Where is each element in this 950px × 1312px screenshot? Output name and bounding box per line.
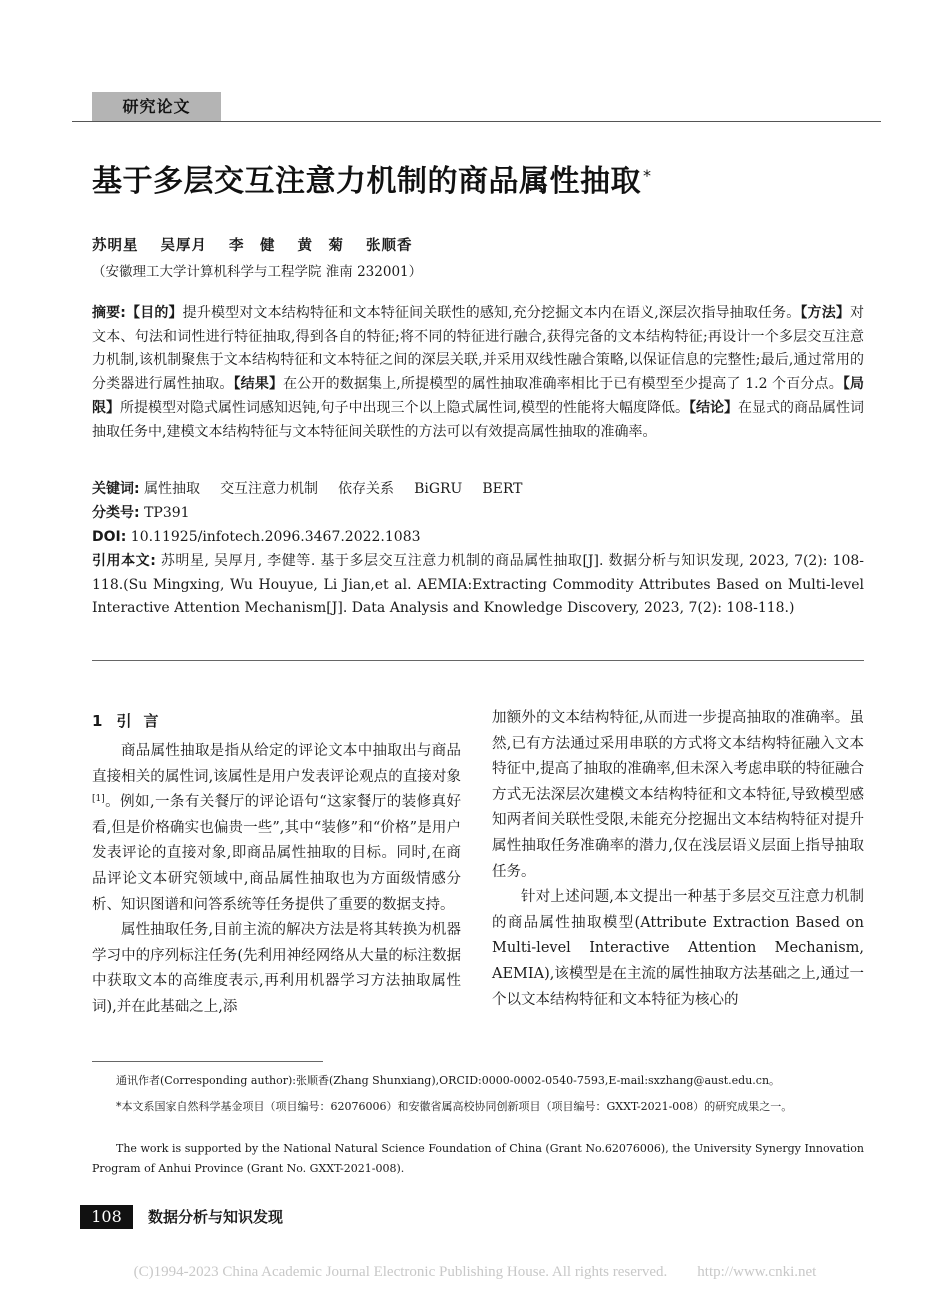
- abstract-tag-limitation: 【局限】: [92, 376, 865, 416]
- body-column-right: [492, 706, 864, 1013]
- footnote-divider: [92, 1061, 323, 1062]
- keyword: BiGRU: [414, 481, 463, 497]
- section-title: 引言: [116, 712, 171, 730]
- classification: [92, 502, 864, 526]
- body-column-left: [92, 706, 461, 1021]
- keyword: BERT: [482, 481, 523, 497]
- title-footnote-mark: *: [643, 166, 652, 185]
- author: 黄 菊: [297, 238, 344, 254]
- author-list: [92, 236, 435, 256]
- abstract-text-conclusion: 在显式的商品属性词抽取任务中,建模文本结构特征与文本特征间关联性的方法可以有效提高属性抽取的准确率。: [92, 399, 865, 440]
- paper-title: [92, 160, 882, 204]
- body-paragraph: 针对上述问题,本文提出一种基于多层交互注意力机制的商品属性抽取模型(Attribute Extraction Based on Multi-level Interactive Attention Mechanism, AEMIA),该模型是在主流的属性抽取方法基础之上,通过一个以文本结构特征和文本特征为核心的: [492, 889, 864, 1008]
- keyword: 属性抽取: [144, 481, 201, 497]
- section-heading: [92, 706, 461, 736]
- paper-title-text: 基于多层交互注意力机制的商品属性抽取: [92, 164, 641, 199]
- abstract-tag-result: 【结果】: [233, 376, 284, 393]
- keyword: 交互注意力机制: [220, 481, 319, 497]
- copyright-watermark: (C)1994-2023 China Academic Journal Electronic Publishing House. All rights reserved. http://www.cnki.net: [133, 1264, 817, 1280]
- abstract-text-result: 在公开的数据集上,所提模型的属性抽取准确率相比于已有模型至少提高了 1.2 个百分点。: [283, 376, 843, 393]
- footnote-funding-en: The work is supported by the National Natural Science Foundation of China (Grant No.62076006), the University Synergy Innovation Program of Anhui Province (Grant No. GXXT-2021-008).: [92, 1142, 864, 1175]
- footnote-funding-cn: *本文系国家自然科学基金项目（项目编号：62076006）和安徽省属高校协同创新项目（项目编号：GXXT-2021-008）的研究成果之一。: [116, 1100, 793, 1113]
- footnote-corresponding-author: 通讯作者(Corresponding author):张顺香(Zhang Shunxiang),ORCID:0000-0002-0540-7593,E-mail:sxzhang@aust.edu.cn。: [116, 1074, 781, 1087]
- citation-label: 引用本文:: [92, 553, 156, 569]
- body-paragraph: 加额外的文本结构特征,从而进一步提高抽取的准确率。虽然,已有方法通过采用串联的方式将文本结构特征融入文本特征中,提高了抽取的准确率,但未深入考虑串联的特征融合方式无法深层次建模文本结构特征和文本特征,导致模型感知两者间关联性受限,未能充分挖掘出文本结构特征对提升属性抽取任务准确率的潜力,仅在浅层语义层面上指导抽取任务。: [492, 710, 864, 880]
- journal-name: 数据分析与知识发现: [148, 1208, 284, 1226]
- citation-ref[interactable]: [1]: [92, 794, 105, 805]
- header-rule: [72, 121, 881, 122]
- paragraph-text: 。例如,一条有关餐厅的评论语句“这家餐厅的装修真好看,但是价格确实也偏贵一些”,其中“装修”和“价格”是用户发表评论的直接对象,即商品属性抽取的目标。同时,在商品评论文本研究领域中,商品属性抽取也为方面级情感分析、知识图谱和问答系统等任务提供了重要的数据支持。: [92, 794, 461, 913]
- abstract-text-limitation: 所提模型对隐式属性词感知迟钝,句子中出现三个以上隐式属性词,模型的性能将大幅度降低。: [120, 399, 689, 416]
- doi-value: 10.11925/infotech.2096.3467.2022.1083: [130, 529, 421, 545]
- classification-value: TP391: [144, 505, 190, 521]
- keywords-label: 关键词:: [92, 481, 140, 497]
- affiliation: （安徽理工大学计算机科学与工程学院 淮南 232001）: [92, 264, 423, 280]
- doi: [92, 526, 864, 550]
- section-tag: 研究论文: [92, 92, 221, 122]
- keywords: [92, 478, 864, 502]
- doi-label: DOI:: [92, 529, 127, 545]
- page-number: 108: [80, 1205, 133, 1229]
- abstract-tag-purpose: 【目的】: [125, 305, 183, 321]
- keyword: 依存关系: [338, 481, 395, 497]
- body-paragraph: [92, 739, 461, 918]
- author: 苏明星: [92, 238, 139, 254]
- abstract: [92, 302, 864, 444]
- classification-label: 分类号:: [92, 505, 140, 521]
- abstract-text-method: 对文本、句法和词性进行特征抽取,得到各自的特征;将不同的特征进行融合,获得完备的文本结构特征;再设计一个多层交互注意力机制,该机制聚焦于文本结构特征和文本特征之间的深层关联,并采用双线性融合策略,以保证信息的完整性;最后,通过常用的分类器进行属性抽取。: [92, 305, 864, 393]
- citation: [92, 550, 864, 621]
- author: 吴厚月: [160, 238, 207, 254]
- abstract-label: 摘要:: [92, 305, 126, 321]
- abstract-text-purpose: 提升模型对文本结构特征和文本特征间关联性的感知,充分挖掘文本内在语义,深层次指导抽取任务。: [182, 305, 801, 321]
- citation-text: 苏明星, 吴厚月, 李健等. 基于多层交互注意力机制的商品属性抽取[J]. 数据分析与知识发现, 2023, 7(2): 108-118.(Su Mingxing, Wu Houyue, Li Jian,et al. AEMIA:Extracting Commodity Attributes Based on Multi-level Interactive Attention Mechanism[J]. Data Analysis and Knowledge Discovery, 2023, 7(2): 108-118.): [92, 553, 864, 617]
- abstract-tag-conclusion: 【结论】: [688, 399, 738, 416]
- body-paragraph: 属性抽取任务,目前主流的解决方法是将其转换为机器学习中的序列标注任务(先利用神经网络从大量的标注数据中获取文本的高维度表示,再利用机器学习方法抽取属性词),并在此基础之上,添: [92, 922, 461, 1015]
- meta-divider: [92, 660, 864, 661]
- paragraph-text: 商品属性抽取是指从给定的评论文本中抽取出与商品直接相关的属性词,该属性是用户发表评论观点的直接对象: [92, 743, 461, 785]
- abstract-tag-method: 【方法】: [800, 305, 850, 321]
- author: 李 健: [229, 238, 276, 254]
- author: 张顺香: [366, 238, 413, 254]
- section-number: 1: [92, 712, 103, 730]
